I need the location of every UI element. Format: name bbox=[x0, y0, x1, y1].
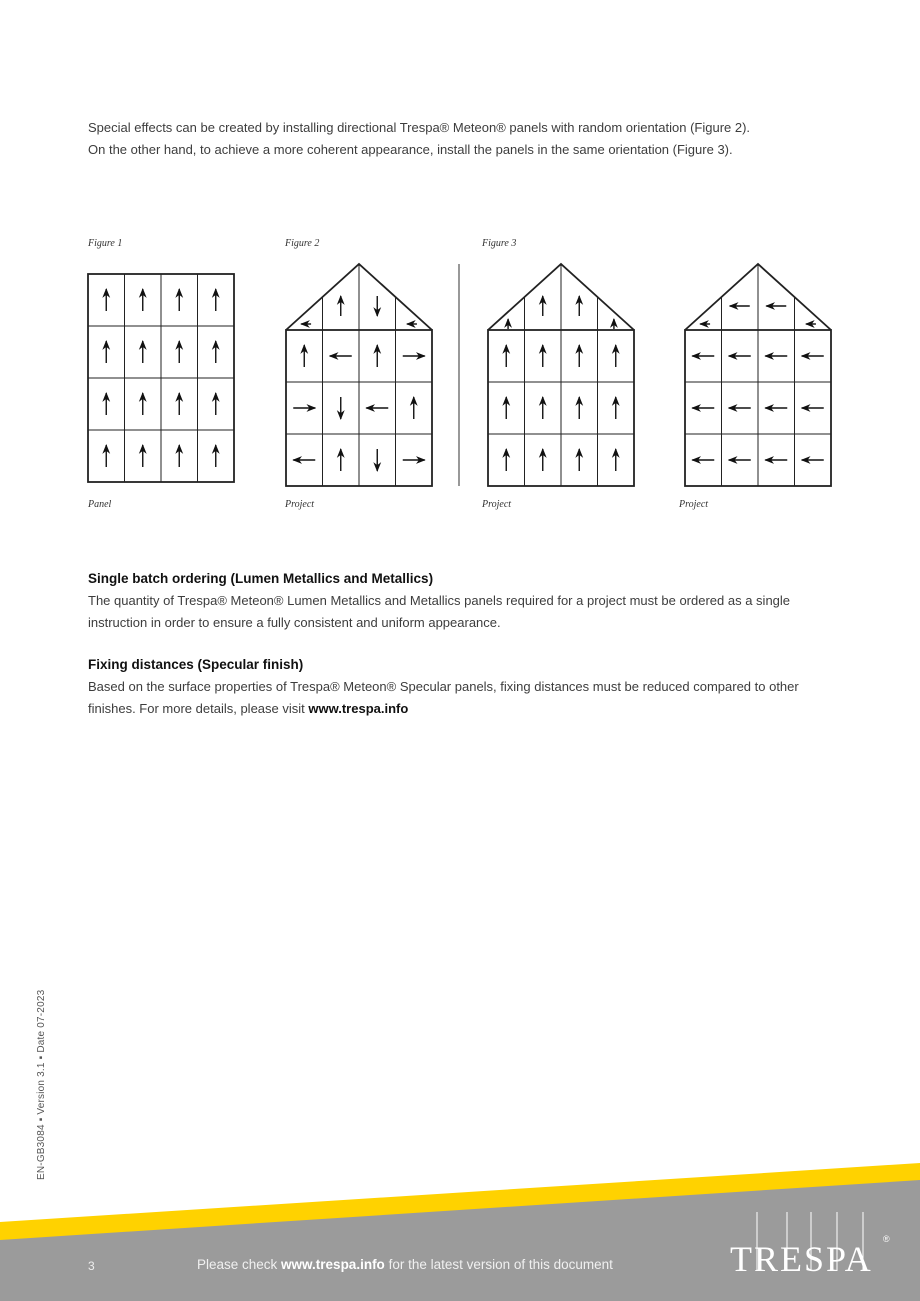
fixing-body: Based on the surface properties of Trespa® Meteon® Specular panels, fixing distances must be reduced compared to other finishes. For more details, please visit bbox=[88, 679, 799, 716]
project-caption-figure-3-left: Project bbox=[679, 499, 709, 510]
panel-caption: Panel bbox=[88, 499, 112, 510]
intro-line-2: On the other hand, to achieve a more coherent appearance, install the panels in the same orientation (Figure 3). bbox=[88, 142, 733, 157]
trespa-link[interactable]: www.trespa.info bbox=[308, 701, 409, 716]
figure-2-label: Figure 2 bbox=[285, 238, 320, 249]
trespa-logo: TRESPA bbox=[730, 1239, 873, 1279]
figure-3-label: Figure 3 bbox=[482, 238, 517, 249]
project-caption-figure-3-up: Project bbox=[482, 499, 512, 510]
page-number: 3 bbox=[88, 1259, 95, 1273]
project-caption-figure-2: Project bbox=[285, 499, 315, 510]
batch-text: The quantity of Trespa® Meteon® Lumen Metallics and Metallics panels required for a project must be ordered as a single instruction in order to ensure a fully consistent and uniform appearance. bbox=[88, 593, 791, 630]
fixing-heading: Fixing distances (Specular finish) bbox=[88, 657, 304, 672]
footer-note-after: for the latest version of this document bbox=[384, 1257, 613, 1272]
footer-note-before: Please check bbox=[197, 1257, 282, 1272]
footer-note bbox=[197, 1257, 613, 1272]
intro-line-1: Special effects can be created by installing directional Trespa® Meteon® panels with random orientation (Figure 2). bbox=[88, 120, 751, 135]
logo-registered-mark: ® bbox=[883, 1234, 890, 1244]
figure-1-label: Figure 1 bbox=[88, 238, 123, 249]
footer-link[interactable]: www.trespa.info bbox=[281, 1257, 385, 1272]
batch-heading: Single batch ordering (Lumen Metallics and Metallics) bbox=[88, 571, 434, 586]
version-note: EN-GB3084 ▪ Version 3.1 ▪ Date 07-2023 bbox=[36, 989, 47, 1180]
